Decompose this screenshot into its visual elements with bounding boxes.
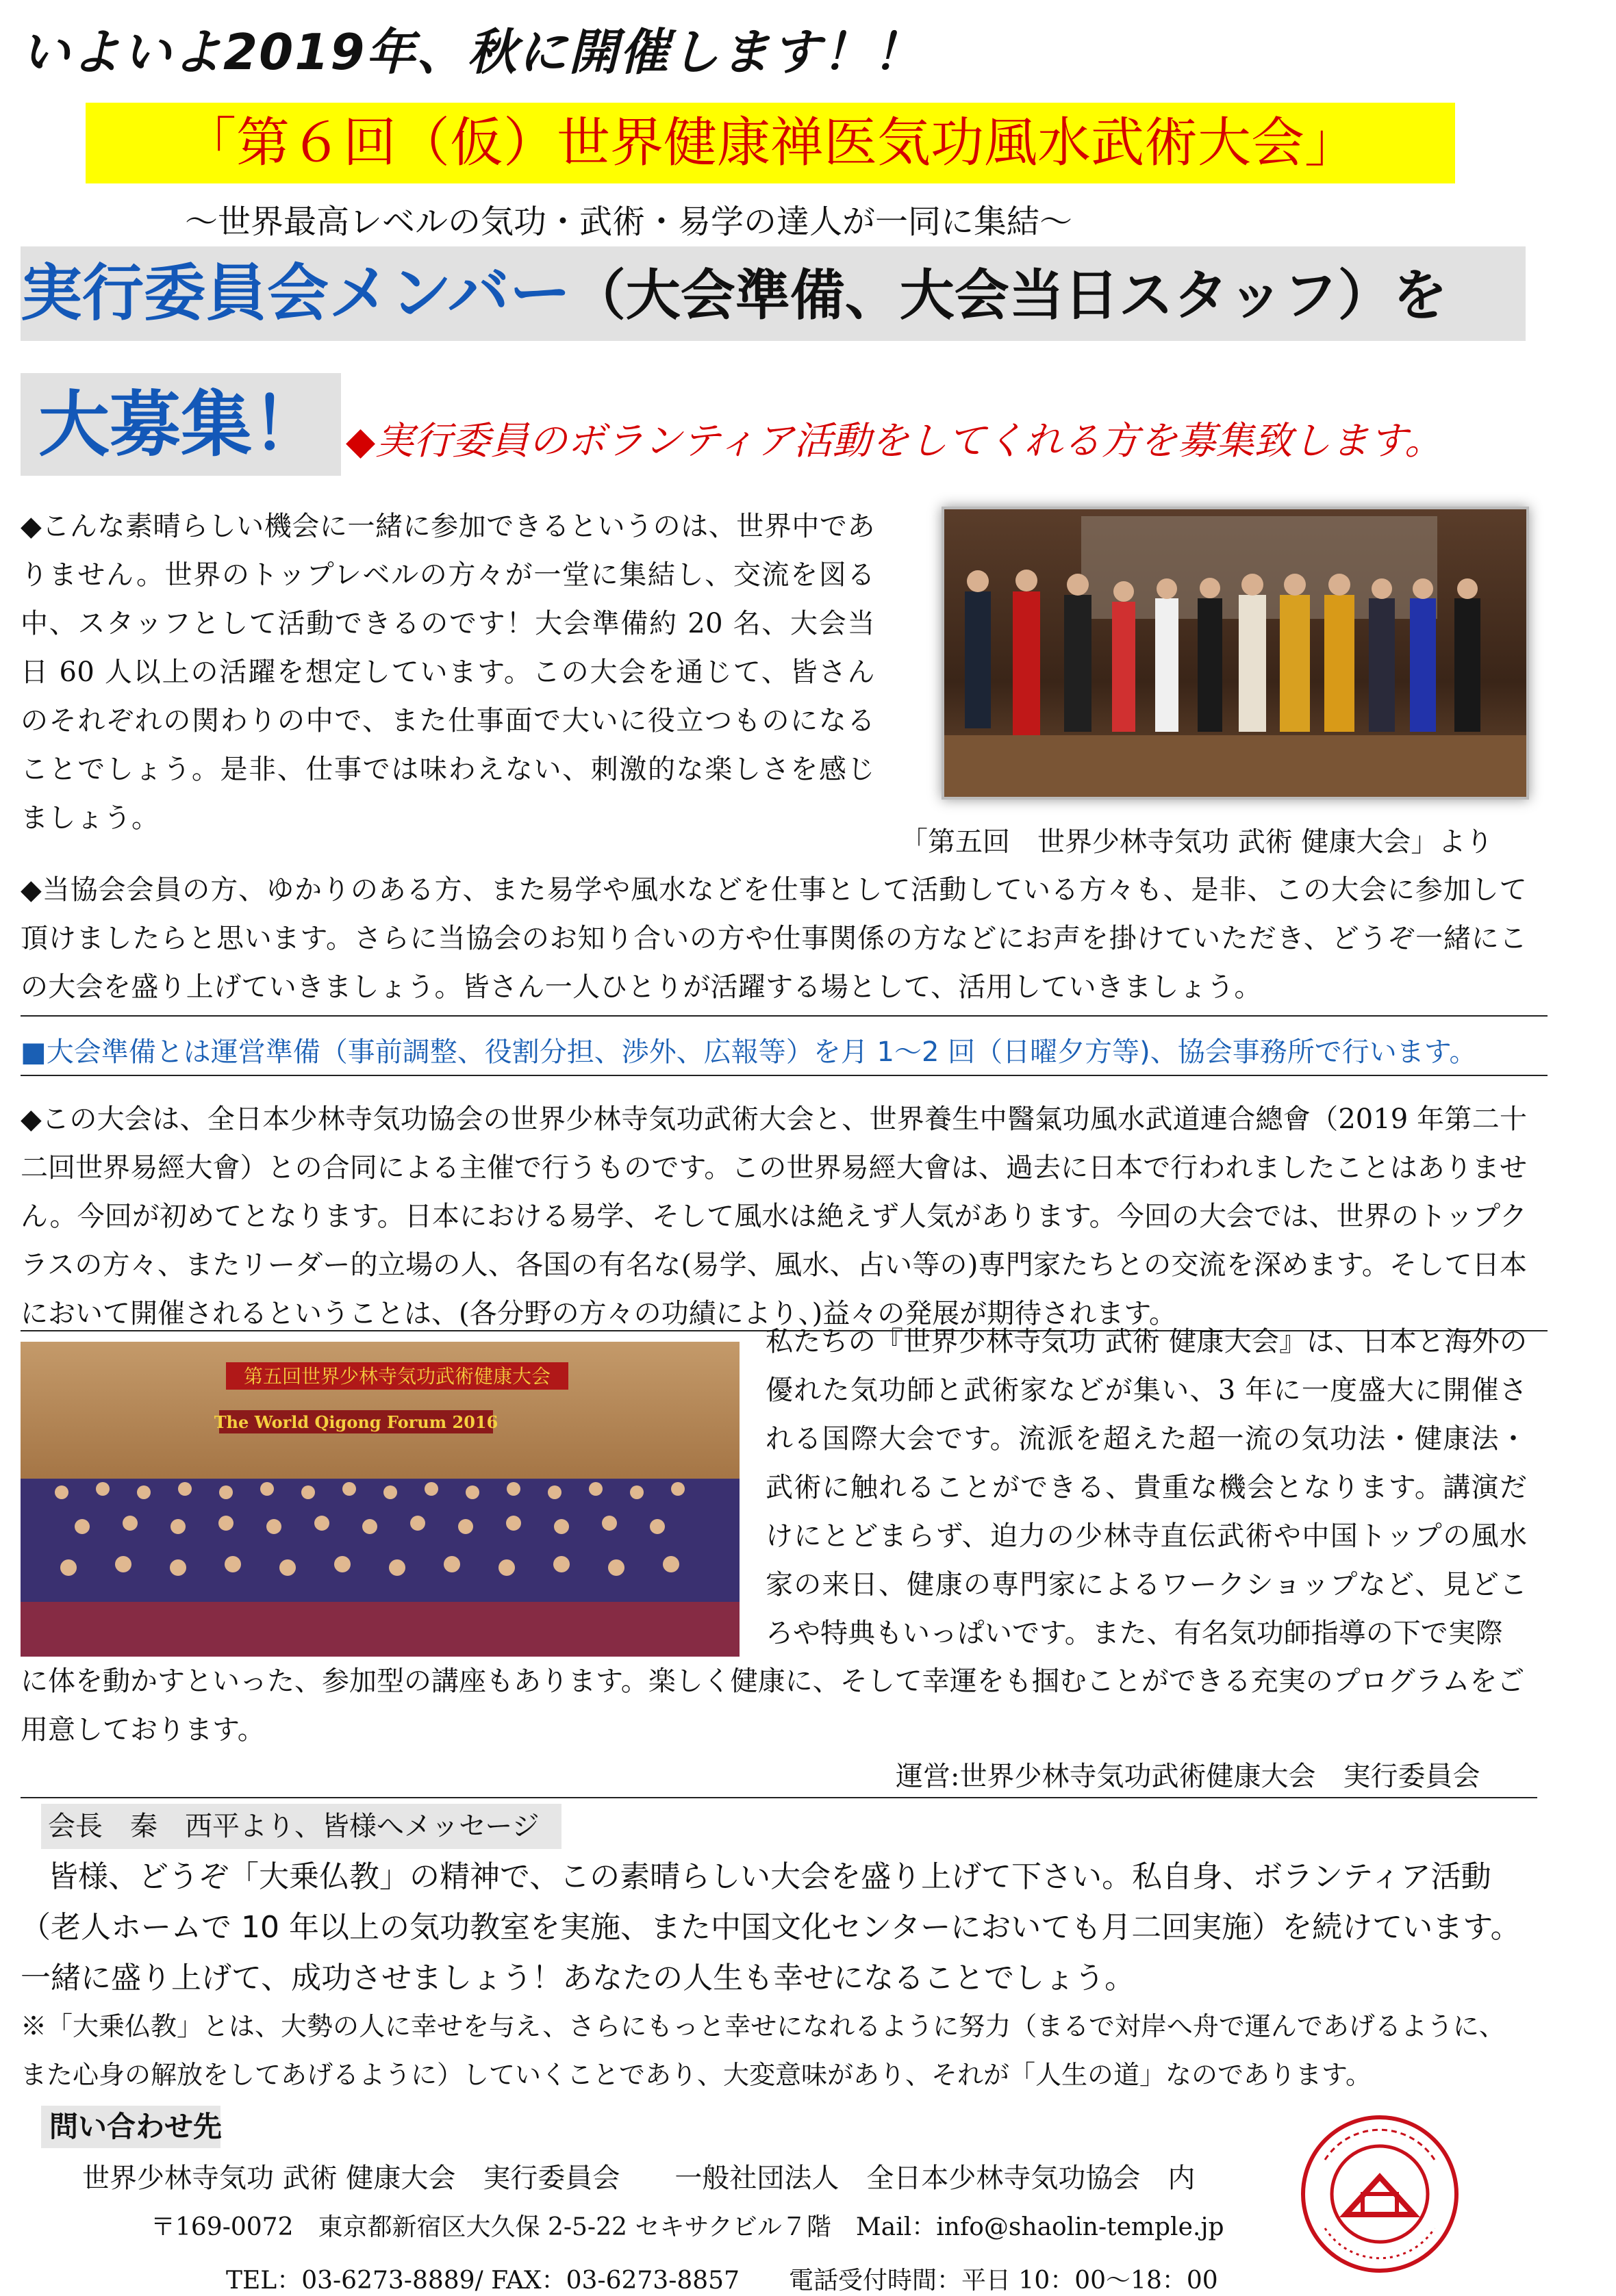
preparation-note: ■大会準備とは運営準備（事前調整、役割分担、渉外、広報等）を月 1～2 回（日曜夕方等)、協会事務所で行います。 [21, 1036, 1477, 1068]
paragraph-forum-b: に体を動かすといった、参加型の講座もあります。楽しく健康に、そして幸運をも掴むことができる充実のプログラムをご用意しております。 [21, 1666, 1525, 1746]
paragraph-members: ◆当協会会員の方、ゆかりのある方、また易学や風水などを仕事として活動している方々も、是非、この大会に参加して頂けましたらと思います。さらに当協会のお知り合いの方や仕事関係の方などにお声を掛けていただき、どうぞ一緒にこの大会を盛り上げていきましょう。皆さん一人ひとりが活躍する場として、活用していきましょう。 [21, 874, 1527, 1003]
divider [21, 1015, 1548, 1017]
banner-main: 実行委員会メンバー [21, 257, 571, 329]
operator-line: 運営:世界少林寺気功武術健康大会 実行委員会 [896, 1761, 1480, 1792]
divider [21, 1075, 1548, 1076]
event-subtitle: ～世界最高レベルの気功・武術・易学の達人が一同に集結～ [185, 203, 1073, 241]
mahayana-note: ※「大乗仏教」とは、大勢の人に幸せを与え、さらにもっと幸せになれるように努力（まるで対岸へ舟で運んであげるように、また心身の解放をしてあげるように）していくことであり、大変意味があり、それが「人生の道」なのであります。 [21, 2011, 1505, 2090]
divider [21, 1797, 1537, 1798]
contact-title: 問い合わせ先 [49, 2110, 223, 2143]
message-body: 皆様、どうぞ「大乗仏教」の精神で、この素晴らしい大会を盛り上げて下さい。私自身、ボランティア活動（老人ホームで 10 年以上の気功教室を実施、また中国文化センターにおいても月二回実施）を続けています。 [21, 1859, 1521, 1945]
contact-address: 〒169-0072 東京都新宿区大久保 2-5-22 セキサクビル７階 Mail：info@shaolin-temple.jp [151, 2213, 1224, 2241]
banner-paren: （大会準備、大会当日スタッフ）を [570, 264, 1448, 327]
association-logo [1298, 2112, 1462, 2276]
contact-phone: TEL：03-6273-8889/ FAX：03-6273-8857 電話受付時間：平日 10：00～18：00 [226, 2267, 1218, 2295]
stage-photo [942, 507, 1529, 800]
stage-photo-image [944, 509, 1526, 797]
paragraph-joint-event: ◆この大会は、全日本少林寺気功協会の世界少林寺気功武術大会と、世界養生中醫氣功風水武道連合總會（2019 年第二十二回世界易經大會）との合同による主催で行うものです。この世界易經大會は、過去に日本で行われましたことはありません。今回が初めてとなります。日本における易学、そして風水は絶えず人気があります。今回の大会では、世界のトップクラスの方々、またリーダー的立場の人、各国の有名な(易学、風水、占い等の)専門家たちとの交流を深めます。そして日本において開催されるということは、(各分野の方々の功績により、)益々の発展が期待されます。 [21, 1104, 1527, 1329]
group-photo [21, 1342, 740, 1657]
photo-banner-text: 第五回世界少林寺気功武術健康大会 [243, 1365, 551, 1388]
message-closing: 一緒に盛り上げて、成功させましょう！あなたの人生も幸せになることでしょう。 [21, 1961, 1135, 1995]
recruit-banner [21, 246, 1448, 341]
stage-photo-caption: 「第五回 世界少林寺気功 武術 健康大会」より [900, 826, 1493, 858]
photo-forum-sign: The World Qigong Forum 2016 [214, 1412, 498, 1432]
group-photo-image [21, 1342, 740, 1657]
paragraph-forum-a: 私たちの『世界少林寺気功 武術 健康大会』は、日本と海外の優れた気功師と武術家などが集い、3 年に一度盛大に開催される国際大会です。流派を超えた超一流の気功法・健康法・武術に触れることができる、貴重な機会となります。講演だけにとどまらず、迫力の少林寺直伝武術や中国トップの風水家の来日、健康の専門家によるワークショップなど、見どころや特典もいっぱいです。また、有名気功師指導の下で実際 [766, 1326, 1527, 1649]
headline: いよいよ2019年、秋に開催します！！ [21, 23, 924, 81]
message-title: 会長 秦 西平より、皆様へメッセージ [48, 1811, 540, 1842]
event-title: 「第６回（仮）世界健康禅医気功風水武術大会」 [182, 112, 1358, 174]
recruit-line: ◆実行委員のボランティア活動をしてくれる方を募集致します。 [346, 419, 1443, 463]
big-recruit-heading: 大募集！ [38, 383, 323, 466]
contact-organization: 世界少林寺気功 武術 健康大会 実行委員会 一般社団法人 全日本少林寺気功協会 内 [82, 2163, 1196, 2194]
logo-seal-icon [1298, 2112, 1462, 2276]
paragraph-intro: ◆こんな素晴らしい機会に一緒に参加できるというのは、世界中でありません。世界のトップレベルの方々が一堂に集結し、交流を図る中、スタッフとして活動できるのです！大会準備約 20 名、大会当日 60 人以上の活躍を想定しています。この大会を通じて、皆さんのそれぞれの関わりの中で、また仕事面で大いに役立つものになることでしょう。是非、仕事では味わえない、刺激的な楽しさを感じましょう。 [21, 511, 875, 834]
